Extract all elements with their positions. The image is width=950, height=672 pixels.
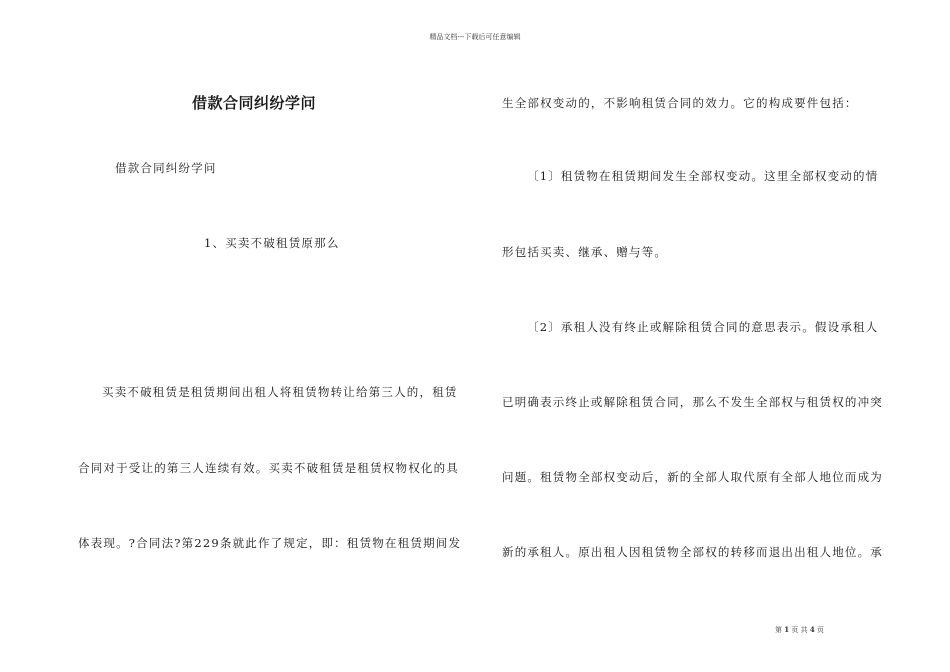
right-paragraph-line-7: 新的承租人。原出租人因租赁物全部权的转移而退出出租人地位。承 — [502, 545, 883, 559]
document-title: 借款合同纠纷学问 — [192, 94, 317, 112]
right-paragraph-line-4: 〔2〕承租人没有终止或解除租赁合同的意思表示。假设承租人 — [527, 320, 879, 334]
footer-suffix: 页 — [816, 626, 824, 634]
right-paragraph-line-6: 问题。租赁物全部权变动后，新的全部人取代原有全部人地位而成为 — [502, 470, 883, 484]
footer-middle: 页 共 — [791, 626, 808, 634]
footer-prefix: 第 — [775, 626, 782, 634]
section-heading: 1、买卖不破租赁原那么 — [204, 236, 340, 250]
right-paragraph-line-3: 形包括买卖、继承、赠与等。 — [502, 245, 668, 259]
right-paragraph-line-5: 已明确表示终止或解除租赁合同，那么不发生全部权与租赁权的冲突 — [502, 395, 883, 409]
right-paragraph-line-1: 生全部权变动的，不影响租赁合同的效力。它的构成要件包括： — [502, 96, 858, 110]
left-paragraph-line-3: 体表现。?合同法?第229条就此作了规定，即：租赁物在租赁期间发 — [78, 536, 462, 550]
left-paragraph-line-2: 合同对于受让的第三人连续有效。买卖不破租赁是租赁权物权化的具 — [78, 461, 459, 475]
footer-page-number: 1 — [784, 625, 790, 634]
page-footer — [775, 625, 824, 635]
page-header: 精品文档---下载后可任意编辑 — [429, 33, 521, 41]
left-paragraph-line-1: 买卖不破租赁是租赁期间出租人将租赁物转让给第三人的，租赁 — [102, 385, 458, 399]
footer-total-pages: 4 — [809, 625, 815, 634]
document-subtitle: 借款合同纠纷学问 — [115, 161, 217, 175]
right-paragraph-line-2: 〔1〕租赁物在租赁期间发生全部权变动。这里全部权变动的情 — [527, 169, 879, 183]
